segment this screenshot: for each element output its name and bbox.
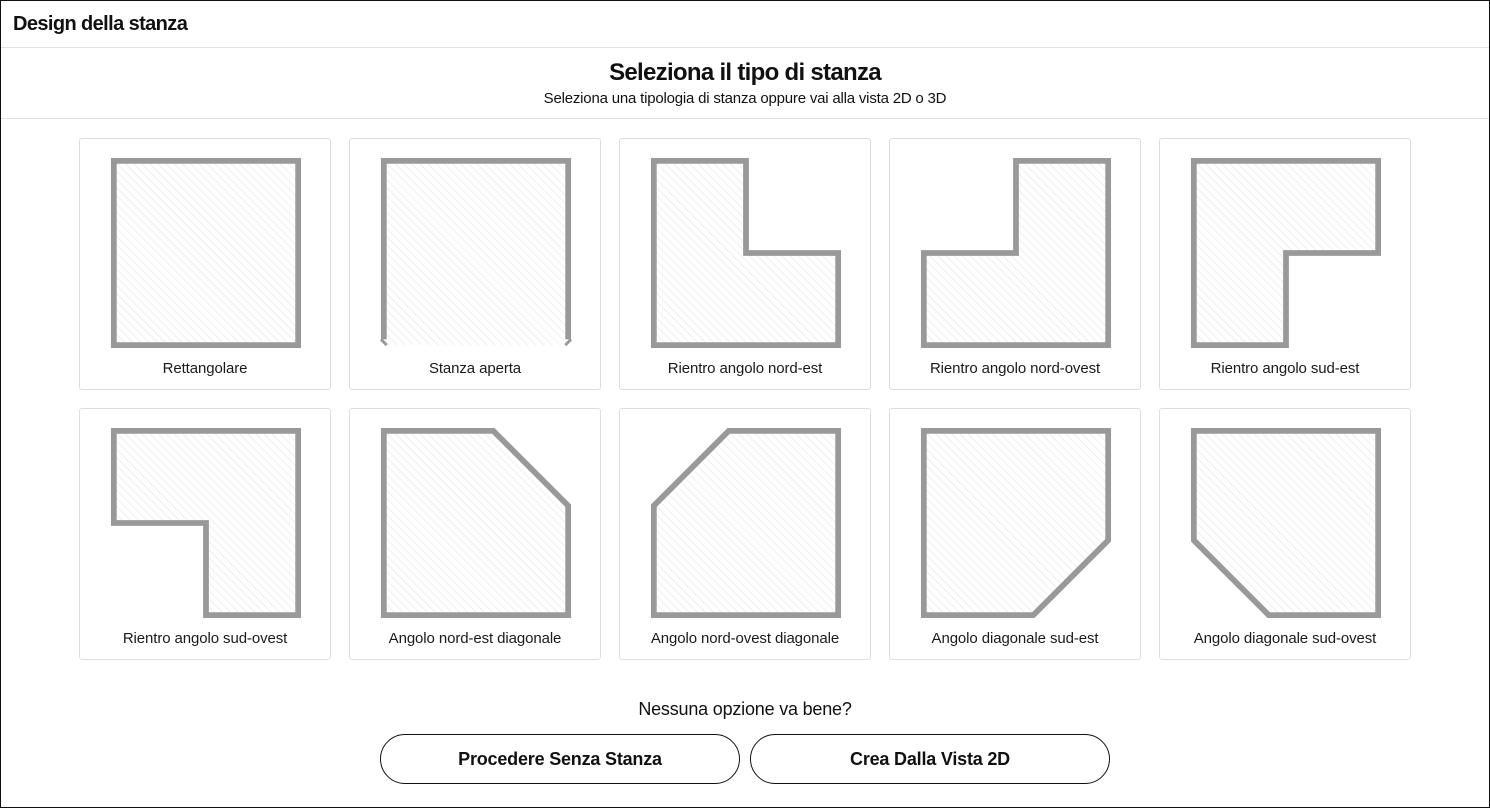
room-card-diag-ne[interactable]: [349, 408, 601, 660]
room-card-label: Angolo nord-est diagonale: [388, 630, 562, 647]
proceed-without-room-button[interactable]: Procedere Senza Stanza: [380, 734, 740, 784]
create-from-2d-view-button[interactable]: Crea Dalla Vista 2D: [750, 734, 1110, 784]
room-card-stanza-aperta[interactable]: [349, 138, 601, 390]
room-shape-rectangular-icon: [110, 157, 302, 349]
room-card-label: Stanza aperta: [428, 360, 522, 377]
room-floor-fill: [114, 161, 298, 345]
room-card-notch-nw[interactable]: [889, 138, 1141, 390]
room-shape-notch-nw-icon: [920, 157, 1112, 349]
room-shape-notch-ne-icon: [650, 157, 842, 349]
room-card-label: Rientro angolo sud-ovest: [122, 630, 288, 647]
room-card-label: Rientro angolo nord-est: [667, 360, 823, 377]
page-heading: [1, 48, 1489, 119]
page-subtitle: Seleziona una tipologia di stanza oppure vai alla vista 2D o 3D: [543, 90, 947, 107]
app-title: Design della stanza: [13, 12, 188, 35]
room-card-label: Angolo diagonale sud-ovest: [1193, 630, 1377, 647]
room-shape-diag-nw-icon: [650, 427, 842, 619]
footer: [1, 699, 1489, 784]
room-floor-fill: [1194, 431, 1378, 615]
top-bar: [1, 1, 1489, 48]
footer-buttons: [380, 734, 1110, 784]
room-floor-fill: [654, 431, 838, 615]
room-card-label: Rettangolare: [162, 360, 248, 377]
room-type-grid: [79, 138, 1411, 660]
room-shape-notch-sw-icon: [110, 427, 302, 619]
room-card-notch-sw[interactable]: [79, 408, 331, 660]
room-card-notch-se[interactable]: [1159, 138, 1411, 390]
room-floor-fill: [384, 431, 568, 615]
room-card-rettangolare[interactable]: [79, 138, 331, 390]
room-card-label: Angolo nord-ovest diagonale: [650, 630, 840, 647]
room-card-label: Angolo diagonale sud-est: [931, 630, 1099, 647]
room-shape-diag-se-icon: [920, 427, 1112, 619]
room-shape-diag-sw-icon: [1190, 427, 1382, 619]
room-card-diag-se[interactable]: [889, 408, 1141, 660]
room-shape-open-icon: [380, 157, 572, 349]
no-option-question: Nessuna opzione va bene?: [638, 699, 852, 719]
room-floor-fill: [924, 431, 1108, 615]
room-floor-fill: [384, 161, 568, 345]
room-card-diag-sw[interactable]: [1159, 408, 1411, 660]
room-shape-diag-ne-icon: [380, 427, 572, 619]
room-card-label: Rientro angolo nord-ovest: [929, 360, 1101, 377]
page-title: Seleziona il tipo di stanza: [609, 59, 881, 86]
room-card-label: Rientro angolo sud-est: [1210, 360, 1360, 377]
room-shape-notch-se-icon: [1190, 157, 1382, 349]
room-card-notch-ne[interactable]: [619, 138, 871, 390]
room-card-diag-nw[interactable]: [619, 408, 871, 660]
